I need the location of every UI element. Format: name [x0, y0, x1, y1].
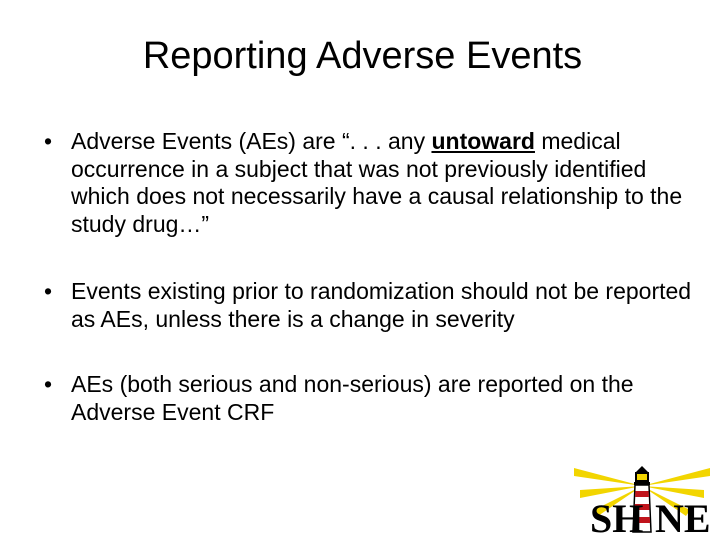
bullet-text: AEs (both serious and non-serious) are reported on the Adverse Event CRF	[71, 371, 634, 425]
bullet-item	[44, 371, 704, 426]
bullet-item	[44, 128, 704, 238]
slide-title: Reporting Adverse Events	[142, 35, 583, 77]
logo-text-left: SH	[590, 496, 644, 536]
shine-logo	[572, 464, 712, 536]
logo-text-right: NE	[655, 496, 711, 536]
bullet-marker: •	[44, 371, 53, 397]
bullet-text: Events existing prior to randomization should not be reported as AEs, unless there is a change in severity	[71, 278, 692, 332]
bullet-text-part: medical occurrence in a subject that was not previously identified which does not necessarily have a causal relationship to the study drug…”	[71, 128, 683, 237]
bullet-text-part: Adverse Events (AEs) are “. . . any	[71, 128, 432, 154]
bullet-item	[44, 278, 704, 333]
bullet-marker: •	[44, 278, 53, 304]
bullet-text	[71, 128, 704, 238]
emphasis-word: untoward	[431, 128, 535, 154]
bullet-marker: •	[44, 128, 53, 154]
